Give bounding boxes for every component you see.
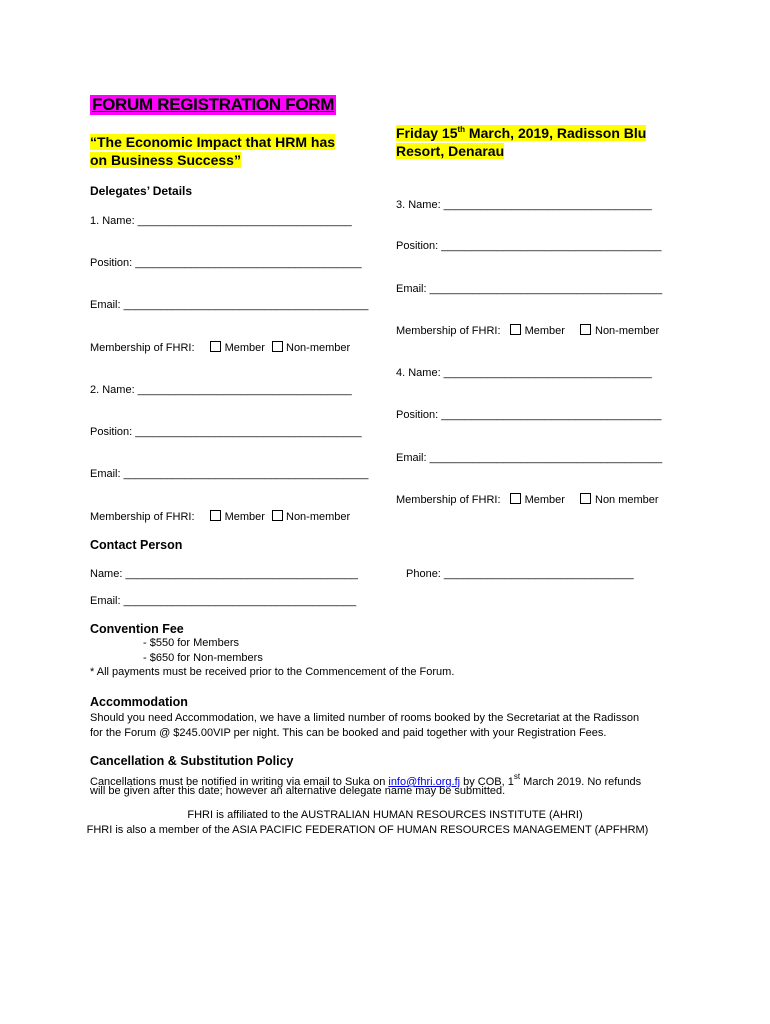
non-member-label: Non-member — [286, 342, 351, 354]
member-checkbox[interactable] — [510, 493, 521, 504]
membership-label: Membership of FHRI: — [396, 325, 501, 337]
delegate-1-membership — [90, 341, 350, 354]
accommodation-line1: Should you need Accommodation, we have a limited number of rooms booked by the Secretariat at the Radisson — [90, 712, 640, 724]
contact-email-field[interactable]: Email: ______________________________________ — [90, 595, 357, 607]
delegates-heading: Delegates’ Details — [90, 184, 193, 198]
member-label: Member — [224, 511, 265, 523]
non-member-label: Non member — [595, 494, 659, 506]
non-member-checkbox[interactable] — [580, 324, 591, 335]
cancellation-line1: Cancellations must be notified in writing via email to Suka on info@fhri.org.fj by COB, 1st March 2019. No refunds — [90, 772, 642, 788]
delegate-3-name-field[interactable]: 3. Name: __________________________________ — [396, 199, 652, 211]
member-label: Member — [224, 342, 265, 354]
delegate-1-name-field[interactable]: 1. Name: ___________________________________ — [90, 215, 352, 227]
event-line1: Friday 15th March, 2019, Radisson Blu — [396, 125, 647, 141]
footer-affiliation: FHRI is affiliated to the AUSTRALIAN HUMAN RESOURCES INSTITUTE (AHRI) — [187, 809, 583, 821]
payment-note: * All payments must be received prior to the Commencement of the Forum. — [90, 666, 455, 678]
delegate-2-membership — [90, 510, 350, 523]
delegate-4-membership — [396, 493, 659, 506]
delegate-4-position-field[interactable]: Position: ____________________________________ — [396, 409, 662, 421]
cancellation-line2: will be given after this date; however an alternative delegate name may be submitted. — [90, 785, 506, 797]
forum-theme — [90, 133, 335, 169]
member-label: Member — [524, 494, 565, 506]
member-checkbox[interactable] — [210, 341, 221, 352]
forum-theme-line1: “The Economic Impact that HRM has — [90, 134, 336, 150]
non-member-checkbox[interactable] — [580, 493, 591, 504]
fee-members: - $550 for Members — [143, 637, 239, 649]
delegate-3-position-field[interactable]: Position: ____________________________________ — [396, 240, 662, 252]
member-label: Member — [524, 325, 565, 337]
delegate-4-name-field[interactable]: 4. Name: __________________________________ — [396, 367, 652, 379]
footer-membership: FHRI is also a member of the ASIA PACIFIC FEDERATION OF HUMAN RESOURCES MANAGEMENT (APFHRM) — [86, 824, 649, 836]
member-checkbox[interactable] — [510, 324, 521, 335]
delegate-1-position-field[interactable]: Position: _____________________________________ — [90, 257, 362, 269]
delegate-4-email-field[interactable]: Email: ______________________________________ — [396, 452, 663, 464]
delegate-2-email-field[interactable]: Email: ________________________________________ — [90, 468, 369, 480]
cancellation-heading: Cancellation & Substitution Policy — [90, 754, 294, 768]
fee-non-members: - $650 for Non-members — [143, 652, 263, 664]
delegate-2-position-field[interactable]: Position: _____________________________________ — [90, 426, 362, 438]
convention-fee-heading: Convention Fee — [90, 622, 184, 636]
membership-label: Membership of FHRI: — [90, 342, 195, 354]
forum-theme-line2: on Business Success” — [90, 152, 241, 168]
non-member-label: Non-member — [595, 325, 660, 337]
contact-phone-field[interactable]: Phone: _______________________________ — [406, 568, 634, 580]
member-checkbox[interactable] — [210, 510, 221, 521]
accommodation-heading: Accommodation — [90, 695, 188, 709]
accommodation-line2: for the Forum @ $245.00VIP per night. This can be booked and paid together with your Registration Fees. — [90, 727, 607, 739]
non-member-checkbox[interactable] — [272, 510, 283, 521]
membership-label: Membership of FHRI: — [90, 511, 195, 523]
delegate-3-membership — [396, 324, 659, 337]
contact-name-field[interactable]: Name: ______________________________________ — [90, 568, 358, 580]
delegate-1-email-field[interactable]: Email: ________________________________________ — [90, 299, 369, 311]
contact-email-link[interactable]: info@fhri.org.fj — [388, 776, 461, 788]
event-line2: Resort, Denarau — [396, 143, 505, 159]
non-member-checkbox[interactable] — [272, 341, 283, 352]
contact-person-heading: Contact Person — [90, 538, 183, 552]
non-member-label: Non-member — [286, 511, 351, 523]
form-title: FORUM REGISTRATION FORM — [92, 95, 335, 114]
delegate-3-email-field[interactable]: Email: ______________________________________ — [396, 283, 663, 295]
event-date-venue — [396, 121, 646, 160]
membership-label: Membership of FHRI: — [396, 494, 501, 506]
delegate-2-name-field[interactable]: 2. Name: ___________________________________ — [90, 384, 352, 396]
